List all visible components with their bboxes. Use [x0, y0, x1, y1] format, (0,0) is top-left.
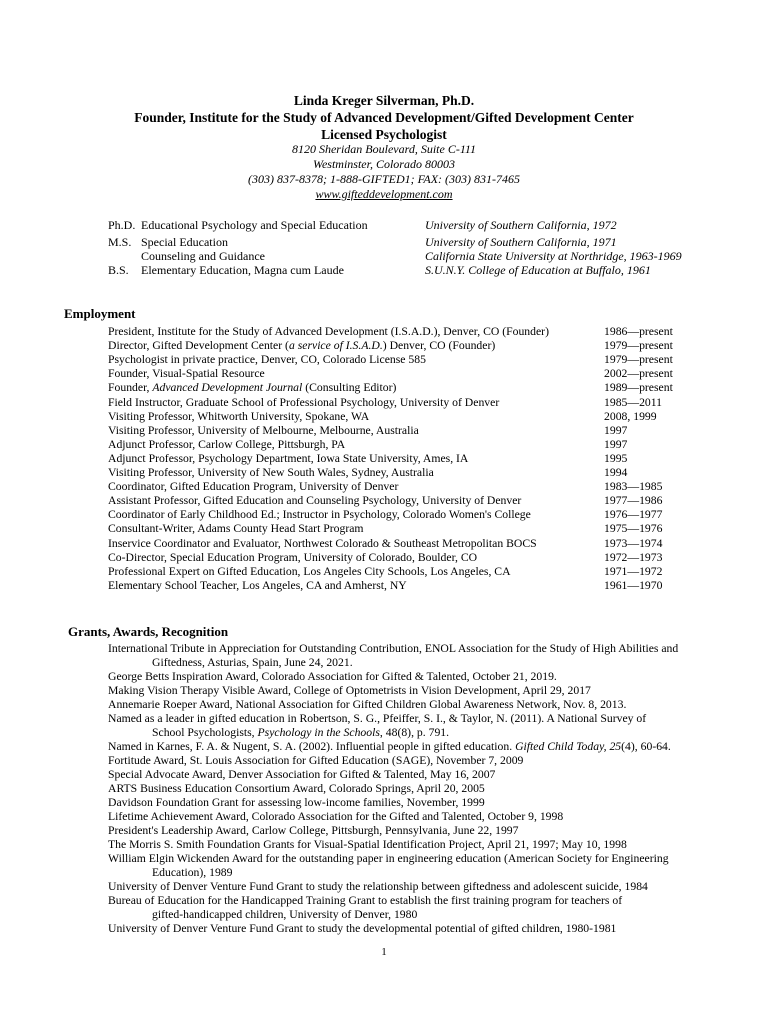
award-item	[108, 782, 485, 796]
employment-role	[108, 565, 511, 579]
text-part: Bureau of Education for the Handicapped Training Grant to establish the first training program for teachers of	[108, 894, 623, 907]
edu-field: Special Education	[141, 235, 228, 249]
employment-date: 1961—1970	[604, 579, 663, 592]
text-part: Director, Gifted Development Center (	[108, 339, 289, 352]
text-part: Professional Expert on Gifted Education, Los Angeles City Schools, Los Angeles, CA	[108, 565, 511, 578]
text-part: Named as a leader in gifted education in Robertson, S. G., Pfeiffer, S. I., & Taylor, N. (2011). A National Survey of	[108, 712, 647, 725]
award-item	[108, 894, 622, 908]
employment-role	[108, 480, 398, 494]
edu-degree: Ph.D.	[108, 218, 136, 232]
text-part: Special Advocate Award, Denver Association for Gifted & Talented, May 16, 2007	[108, 768, 496, 781]
employment-role	[108, 579, 407, 593]
text-part: Co-Director, Special Education Program, University of Colorado, Boulder, CO	[108, 551, 478, 564]
award-item	[108, 642, 678, 656]
employment-date: 1983—1985	[604, 480, 663, 493]
award-item	[108, 684, 591, 698]
award-continuation	[152, 656, 353, 670]
employment-date: 1979—present	[604, 353, 673, 366]
employment-heading: Employment	[64, 306, 136, 321]
employment-date: 1972—1973	[604, 551, 663, 564]
italic-part: Psychology in the Schools	[257, 726, 380, 739]
award-item	[108, 880, 648, 894]
award-item	[108, 740, 671, 754]
text-part: Visiting Professor, Whitworth University, Spokane, WA	[108, 410, 370, 423]
phone-fax: (303) 837-8378; 1-888-GIFTED1; FAX: (303) 831-7465	[247, 172, 521, 186]
address-city: Westminster, Colorado 80003	[313, 157, 455, 171]
award-continuation	[152, 866, 233, 880]
employment-date: 1977—1986	[604, 494, 663, 507]
author-title-psychologist: Licensed Psychologist	[321, 127, 447, 142]
text-part: University of Denver Venture Fund Grant to study the developmental potential of gifted children, 1980-1981	[108, 922, 617, 935]
website-line	[0, 187, 768, 202]
employment-role	[108, 339, 495, 353]
text-part: ) Denver, CO (Founder)	[382, 339, 496, 352]
employment-role	[108, 424, 419, 438]
award-item	[108, 824, 518, 838]
employment-role	[108, 367, 265, 381]
edu-school: University of Southern California, 1971	[425, 235, 617, 249]
text-part: Coordinator, Gifted Education Program, University of Denver	[108, 480, 399, 493]
award-item	[108, 670, 557, 684]
award-item	[108, 852, 669, 866]
employment-role	[108, 537, 537, 551]
text-part: Adjunct Professor, Carlow College, Pittsburgh, PA	[108, 438, 346, 451]
employment-date: 1997	[604, 424, 628, 437]
edu-degree: M.S.	[108, 235, 132, 249]
employment-role	[108, 381, 396, 395]
text-part: President's Leadership Award, Carlow College, Pittsburgh, Pennsylvania, June 22, 1997	[108, 824, 519, 837]
text-part: Coordinator of Early Childhood Ed.; Instructor in Psychology, Colorado Women's College	[108, 508, 531, 521]
website-link[interactable]: www.gifteddevelopment.com	[315, 187, 453, 201]
text-part: The Morris S. Smith Foundation Grants for Visual-Spatial Identification Project, April 21, 1997; May 10, 1998	[108, 838, 627, 851]
author-title-founder: Founder, Institute for the Study of Advanced Development/Gifted Development Center	[134, 110, 634, 125]
text-part: (4), 60-64.	[621, 740, 671, 753]
text-part: Inservice Coordinator and Evaluator, Northwest Colorado & Southeast Metropolitan BOCS	[108, 537, 537, 550]
text-part: Field Instructor, Graduate School of Professional Psychology, University of Denver	[108, 396, 500, 409]
text-part: ARTS Business Education Consortium Award, Colorado Springs, April 20, 2005	[108, 782, 485, 795]
employment-role	[108, 325, 549, 339]
award-item	[108, 768, 495, 782]
text-part: International Tribute in Appreciation for Outstanding Contribution, ENOL Association for the Study of High Abilities and	[108, 642, 679, 655]
text-part: Visiting Professor, University of Melbourne, Melbourne, Australia	[108, 424, 419, 437]
employment-date: 1975—1976	[604, 522, 663, 535]
edu-school: University of Southern California, 1972	[425, 218, 617, 232]
text-part: President, Institute for the Study of Advanced Development (I.S.A.D.), Denver, CO (Founder)	[108, 325, 549, 338]
edu-school: California State University at Northridge, 1963-1969	[425, 249, 682, 263]
employment-date: 1979—present	[604, 339, 673, 352]
award-continuation	[152, 726, 449, 740]
italic-part: a service of I.S.A.D.	[288, 339, 383, 352]
edu-field: Elementary Education, Magna cum Laude	[141, 263, 344, 277]
employment-role	[108, 466, 434, 480]
employment-role	[108, 522, 364, 536]
text-part: , 48(8), p. 791.	[379, 726, 450, 739]
text-part: Psychologist in private practice, Denver, CO, Colorado License 585	[108, 353, 426, 366]
award-item	[108, 698, 626, 712]
text-part: Assistant Professor, Gifted Education and Counseling Psychology, University of Denver	[108, 494, 522, 507]
award-item	[108, 838, 627, 852]
author-name: Linda Kreger Silverman, Ph.D.	[293, 93, 475, 108]
employment-role	[108, 452, 468, 466]
text-part: Consultant-Writer, Adams County Head Start Program	[108, 522, 364, 535]
text-part: Fortitude Award, St. Louis Association for Gifted Education (SAGE), November 7, 2009	[108, 754, 524, 767]
grants-heading: Grants, Awards, Recognition	[68, 624, 229, 639]
text-part: Founder, Visual-Spatial Resource	[108, 367, 265, 380]
award-item	[108, 796, 485, 810]
employment-date: 1995	[604, 452, 628, 465]
employment-role	[108, 438, 345, 452]
text-part: (Consulting Editor)	[302, 381, 397, 394]
employment-role	[108, 353, 426, 367]
award-item	[108, 712, 646, 726]
employment-date: 2008, 1999	[604, 410, 657, 423]
employment-date: 1985—2011	[604, 396, 663, 409]
award-item	[108, 810, 563, 824]
employment-date: 1973—1974	[604, 537, 663, 550]
employment-role	[108, 396, 499, 410]
text-part: gifted-handicapped children, University of Denver, 1980	[152, 908, 418, 921]
text-part: Named in Karnes, F. A. & Nugent, S. A. (2002). Influential people in gifted education.	[108, 740, 516, 753]
text-part: University of Denver Venture Fund Grant to study the relationship between giftedness and adolescent suicide, 1984	[108, 880, 648, 893]
edu-field: Educational Psychology and Special Education	[141, 218, 368, 232]
text-part: School Psychologists,	[152, 726, 258, 739]
text-part: Giftedness, Asturias, Spain, June 24, 2021.	[152, 656, 353, 669]
address-street: 8120 Sheridan Boulevard, Suite C-111	[291, 142, 477, 156]
award-item	[108, 922, 616, 936]
text-part: William Elgin Wickenden Award for the outstanding paper in engineering education (American Society for Engineering	[108, 852, 669, 865]
text-part: Founder,	[108, 381, 153, 394]
employment-date: 1971—1972	[604, 565, 663, 578]
edu-field: Counseling and Guidance	[141, 249, 265, 263]
employment-date: 1976—1977	[604, 508, 663, 521]
text-part: George Betts Inspiration Award, Colorado Association for Gifted & Talented, October 21, 2019.	[108, 670, 557, 683]
award-continuation	[152, 908, 417, 922]
employment-role	[108, 494, 521, 508]
employment-role	[108, 410, 369, 424]
text-part: Visiting Professor, University of New South Wales, Sydney, Australia	[108, 466, 434, 479]
text-part: Education), 1989	[152, 866, 233, 879]
text-part: Adjunct Professor, Psychology Department, Iowa State University, Ames, IA	[108, 452, 469, 465]
page-number: 1	[381, 946, 387, 958]
award-item	[108, 754, 523, 768]
employment-date: 1986—present	[604, 325, 673, 338]
employment-role	[108, 508, 531, 522]
text-part: Making Vision Therapy Visible Award, College of Optometrists in Vision Development, April 29, 2017	[108, 684, 591, 697]
text-part: Lifetime Achievement Award, Colorado Association for the Gifted and Talented, October 9, 1998	[108, 810, 564, 823]
italic-part: Advanced Development Journal	[152, 381, 303, 394]
text-part: Davidson Foundation Grant for assessing low-income families, November, 1999	[108, 796, 485, 809]
text-part: Elementary School Teacher, Los Angeles, CA and Amherst, NY	[108, 579, 407, 592]
employment-date: 1989—present	[604, 381, 673, 394]
italic-part: Gifted Child Today, 25	[515, 740, 622, 753]
employment-date: 2002—present	[604, 367, 673, 380]
edu-degree: B.S.	[108, 263, 129, 277]
text-part: Annemarie Roeper Award, National Association for Gifted Children Global Awareness Network, Nov. 8, 2013.	[108, 698, 627, 711]
employment-date: 1994	[604, 466, 628, 479]
employment-role	[108, 551, 477, 565]
edu-school: S.U.N.Y. College of Education at Buffalo, 1961	[425, 263, 651, 277]
employment-date: 1997	[604, 438, 628, 451]
